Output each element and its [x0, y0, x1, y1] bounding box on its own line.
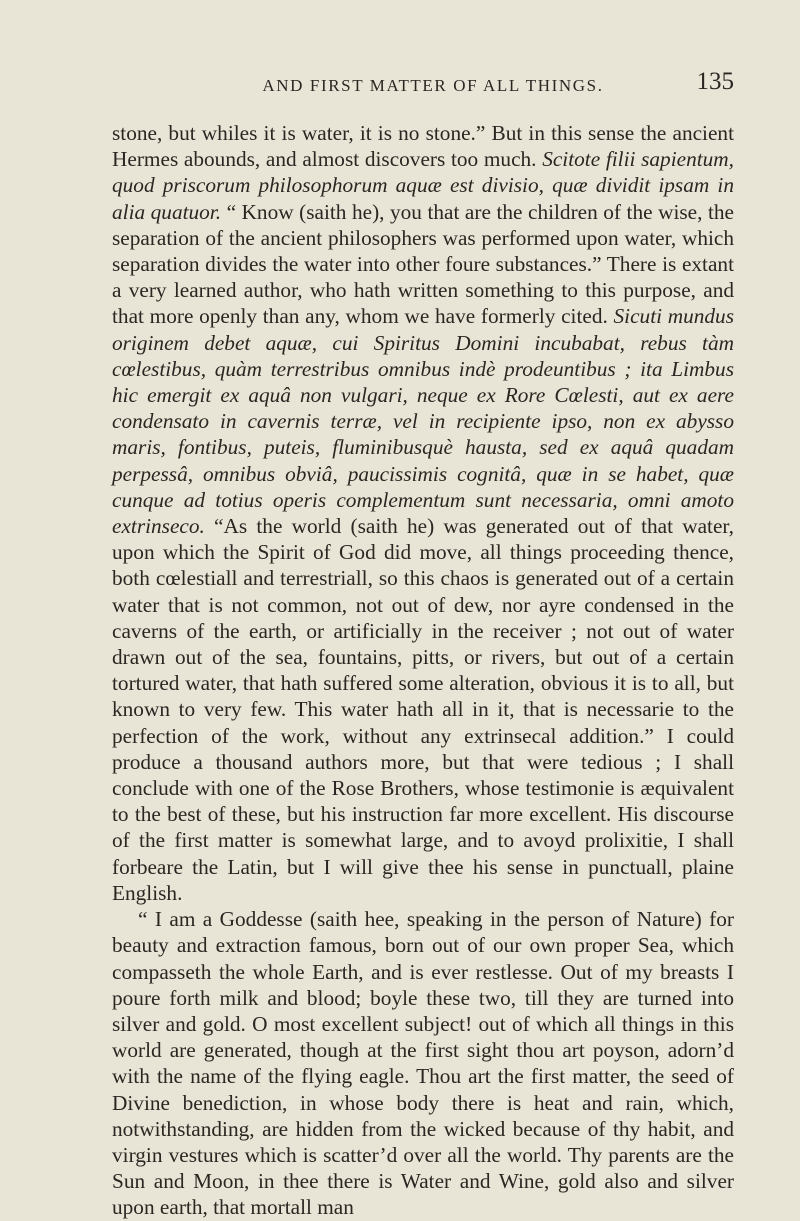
- text-segment: “ I am a Goddesse (saith hee, speaking in the person of Nature) for beauty and extraction famous, born out of our own proper Sea, which compasseth the whole Earth, and is ever restlesse. Out of my breasts I poure forth milk and blood; boyle these two, till they are turned into silver and gold. O most excellent subject! out of which all things in this world are generated, though at the first sight thou art poyson, adorn’d with the name of the flying eagle. Thou art the first matter, the seed of Divine benediction, in whose body there is heat and rain, which, notwithstanding, are hidden from the wicked because of thy habit, and virgin vestures which is scatter’d over all the world. Thy parents are the Sun and Moon, in thee there is Water and Wine, gold also and silver upon earth, that mortall man: [112, 907, 734, 1220]
- latin-quotation: Scitote filii sapientum, quod priscorum philosophorum aquæ est divisio, quæ dividit ipsam in alia quatuor.: [112, 147, 734, 224]
- page-number: 135: [696, 68, 734, 95]
- paragraph: [112, 120, 734, 906]
- text-segment: stone, but whiles it is water, it is no stone.” But in this sense the ancient Hermes abounds, and almost discovers too much.: [112, 121, 734, 172]
- text-segment: “ Know (saith he), you that are the children of the wise, the separation of the ancient philosophers was performed upon water, which separation divides the water into other foure substances.” There is extant a very learned author, who hath written something to this purpose, and that more openly than any, whom we have formerly cited.: [112, 199, 734, 329]
- text-segment: “As the world (saith he) was generated out of that water, upon which the Spirit of God did move, all things proceeding thence, both cœlestiall and terrestriall, so this chaos is generated out of a certain water that is not common, not out of dew, nor ayre condensed in the caverns of the earth, or artificially in the receiver ; not out of water drawn out of the sea, fountains, pitts, or rivers, but out of a certain tortured water, that hath suffered some alteration, obvious it is to all, but known to very few. This water hath all in it, that is necessarie to the perfection of the work, without any extrinsecal addition.” I could produce a thousand authors more, but that were tedious ; I shall conclude with one of the Rose Brothers, whose testimonie is æquivalent to the best of these, but his instruction far more excellent. His discourse of the first matter is somewhat large, and to avoyd prolixitie, I shall forbeare the Latin, but I will give thee his sense in punctuall, plaine English.: [112, 514, 734, 905]
- running-head: [112, 56, 734, 96]
- body-text: [112, 120, 734, 1221]
- latin-quotation: Sicuti mundus originem debet aquæ, cui Spiritus Domini incubabat, rebus tàm cœlestibus, quàm terrestribus omnibus indè prodeuntibus ; ita Limbus hic emergit ex aquâ non vulgari, neque ex Rore Cœlesti, aut ex aere condensato in cavernis terræ, vel in recipiente ipso, non ex abysso maris, fontibus, puteis, fluminibusquè hausta, sed ex aquâ quadam perpessâ, omnibus obviâ, paucissimis cognitâ, quæ in se habet, quæ cunque ad totius operis complementum sunt necessaria, omni amoto extrinseco.: [112, 304, 734, 539]
- paragraph: [112, 906, 734, 1220]
- running-title: AND FIRST MATTER OF ALL THINGS.: [262, 76, 604, 95]
